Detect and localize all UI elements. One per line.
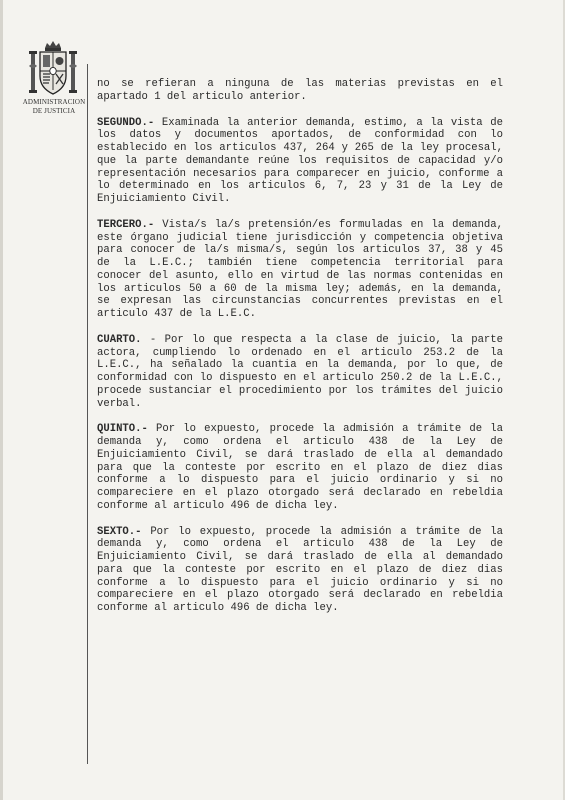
paragraph-text: Por lo expuesto, procede la admisión a trámite de la demanda y, como ordena el articulo 438 de la Ley de Enjuiciamiento Civil, se dará traslado de ella al demandado para que la conteste por escrito en el plazo de diez dias conforme a lo dispuesto para el juicio ordinario y si no compareciere en el plazo otorgado será declarado en rebeldia conforme al articulo 496 de dicha ley. [97,423,503,512]
issuer-caption-line: ADMINISTRACION [22,98,86,106]
paragraph [97,334,503,411]
issuer-caption [18,98,90,116]
paragraph-text: - Por lo que respecta a la clase de juicio, la parte actora, cumpliendo lo ordenado en el articulo 253.2 de la L.E.C., ha señalado la cuantia en la demanda, por lo que, de conformidad con lo dispuesto en el articulo 250.2 de la L.E.C., procede sustanciar el procedimiento por los trámites del juicio verbal. [97,333,503,410]
coat-of-arms-icon [27,40,79,98]
paragraph-text: Examinada la anterior demanda, estimo, a la vista de los datos y documentos aportados, de conformidad con lo establecido en los articulos 437, 264 y 265 de la ley procesal, que la parte demandante reúne los requisitos de capacidad y/o representación necesarios para comparecer en juicio, conforme a lo determinado en los articulos 6, 7, 23 y 31 de la Ley de Enjuiciamiento Civil. [97,116,503,205]
paragraph [97,117,503,206]
paragraph-text: Por lo expuesto, procede la admisión a trámite de la demanda y, como ordena el articulo 438 de la Ley de Enjuiciamiento Civil, se dará traslado de ella al demandado para que la conteste por escrito en el plazo de diez dias conforme a lo dispuesto para el juicio ordinario y si no compareciere en el plazo otorgado será declarado en rebeldia conforme al articulo 496 de dicha ley. [97,525,503,614]
paragraph-heading: QUINTO.- [97,423,148,436]
page-edge [0,0,3,800]
paragraph-heading: CUARTO. [97,333,142,346]
paragraph [97,423,503,512]
paragraph-text: Vista/s la/s pretensión/es formuladas en la demanda, este órgano judicial tiene jurisdicción y competencia objetiva para conocer de la/s misma/s, según los articulos 37, 38 y 45 de la L.E.C.; también tiene competencia territorial para conocer del asunto, ello en virtud de las normas contenidas en los articulos 50 a 60 de la misma ley; además, en la demanda, se expresan las circunstancias concurrentes previstas en el articulo 437 de la L.E.C. [97,218,503,320]
paragraph-heading: TERCERO.- [97,218,155,231]
paragraph [97,219,503,321]
paragraph-text: no se refieran a ninguna de las materias previstas en el apartado 1 del articulo anterior. [97,78,503,103]
document-body [97,78,503,628]
paragraph-heading: SEXTO.- [97,525,142,538]
paragraph [97,78,503,104]
paragraph [97,526,503,615]
margin-rule [87,64,88,764]
paragraph-heading: SEGUNDO.- [97,116,155,129]
issuer-caption-line: DE JUSTICIA [32,107,76,115]
